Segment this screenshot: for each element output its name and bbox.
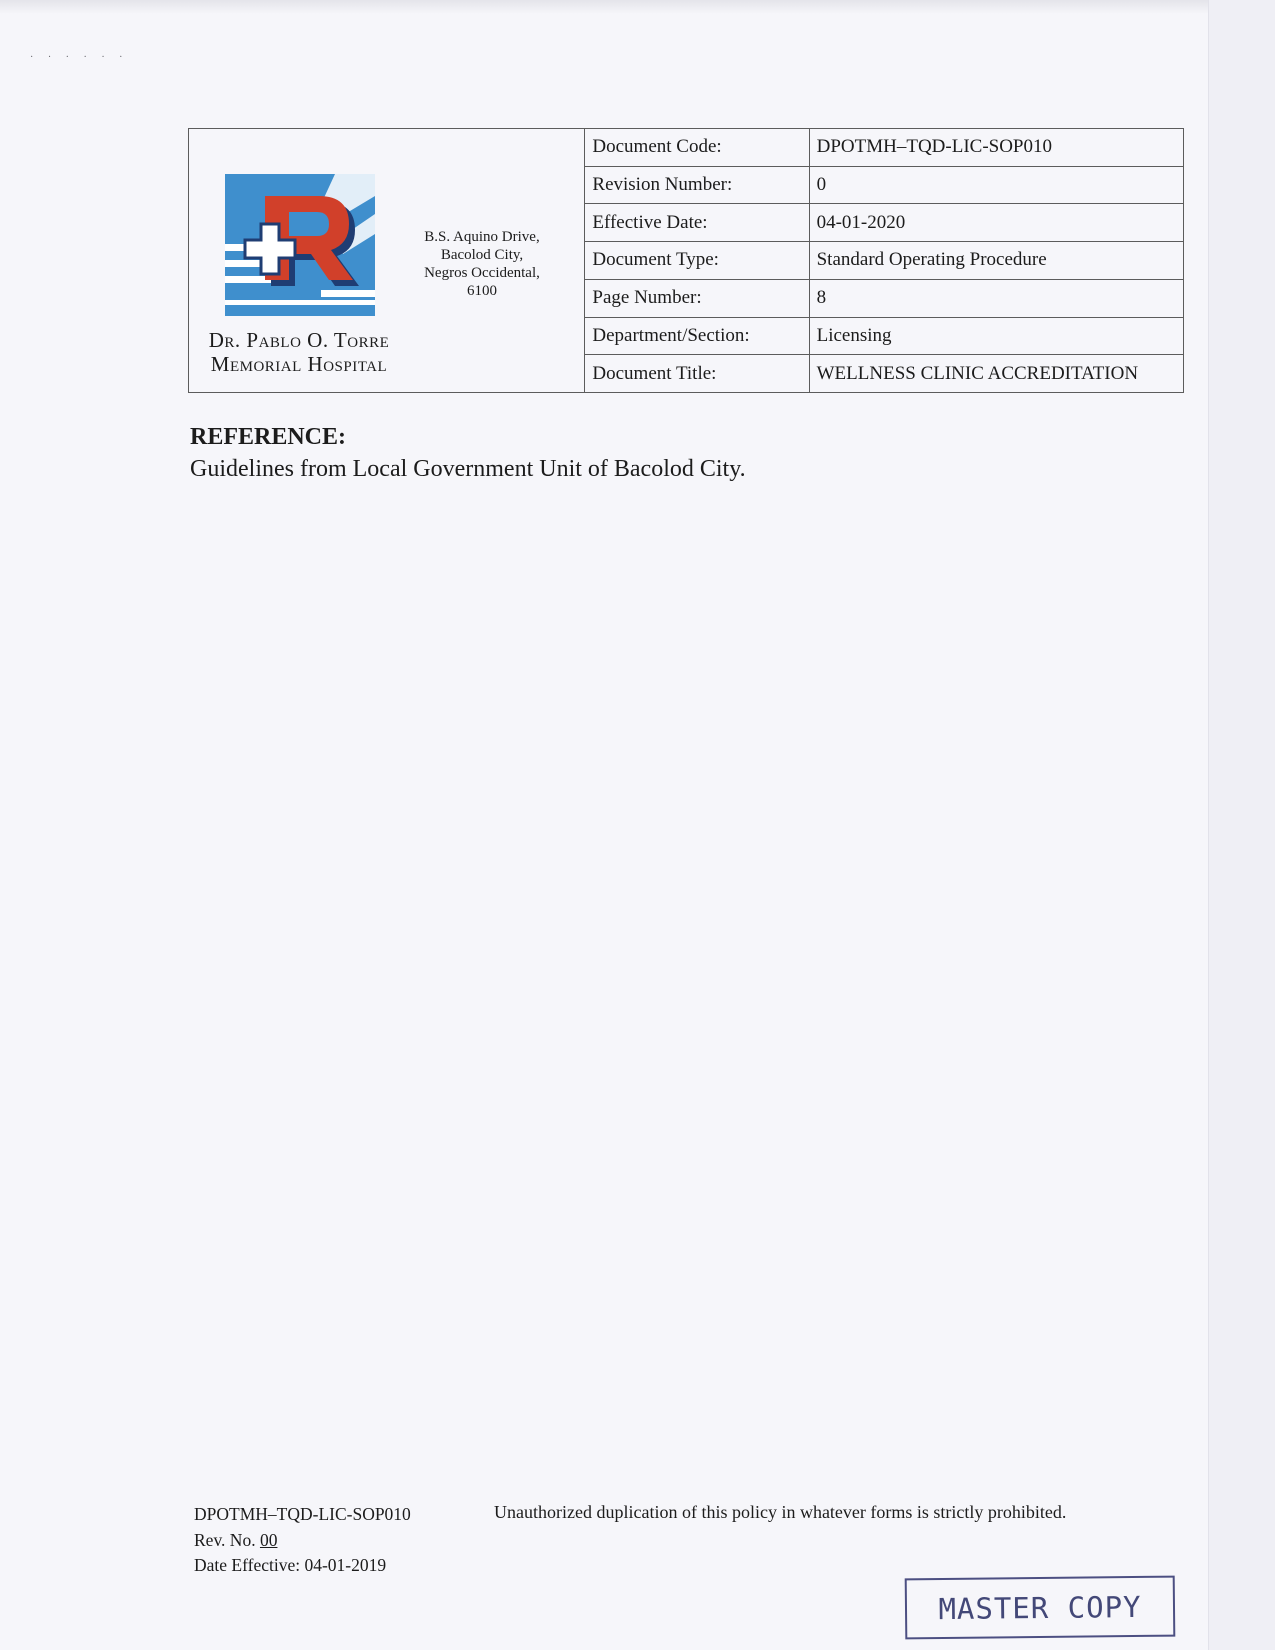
info-value: Standard Operating Procedure <box>809 242 1183 280</box>
info-value: 8 <box>809 279 1183 317</box>
hospital-logo-icon <box>225 174 385 326</box>
footer-date: Date Effective: 04-01-2019 <box>194 1555 387 1575</box>
reference-section <box>190 424 746 483</box>
info-row-document-code <box>189 129 1184 167</box>
hospital-address: B.S. Aquino Drive, Bacolod City, Negros Occidental, 6100 <box>424 228 540 299</box>
master-copy-stamp: MASTER COPY <box>905 1576 1176 1640</box>
footer-code: DPOTMH–TQD-LIC-SOP010 <box>194 1504 411 1524</box>
logo-cell <box>189 129 585 393</box>
info-label: Document Title: <box>585 355 809 393</box>
hospital-name: Dr. Pablo O. Torre Memorial Hospital <box>208 327 390 376</box>
document-header-table <box>188 128 1184 393</box>
info-value: 0 <box>809 166 1183 204</box>
footer-notice: Unauthorized duplication of this policy in whatever forms is strictly prohibited. <box>494 1502 1067 1522</box>
reference-heading: REFERENCE: <box>190 424 347 450</box>
info-label: Document Code: <box>585 129 809 167</box>
info-value: 04-01-2020 <box>809 204 1183 242</box>
info-label: Page Number: <box>585 279 809 317</box>
page-edge <box>1208 0 1275 1650</box>
scan-specks: · · · · · · <box>30 52 129 63</box>
footer-document-info <box>194 1502 411 1579</box>
scan-top-shadow <box>0 0 1275 14</box>
info-label: Department/Section: <box>585 317 809 355</box>
info-value: DPOTMH–TQD-LIC-SOP010 <box>809 129 1183 167</box>
reference-text: Guidelines from Local Government Unit of Bacolod City. <box>190 456 746 482</box>
info-label: Revision Number: <box>585 166 809 204</box>
footer-revision: Rev. No. 00 <box>194 1529 278 1550</box>
info-value: WELLNESS CLINIC ACCREDITATION <box>809 355 1183 393</box>
info-value: Licensing <box>809 317 1183 355</box>
info-label: Document Type: <box>585 242 809 280</box>
info-label: Effective Date: <box>585 204 809 242</box>
